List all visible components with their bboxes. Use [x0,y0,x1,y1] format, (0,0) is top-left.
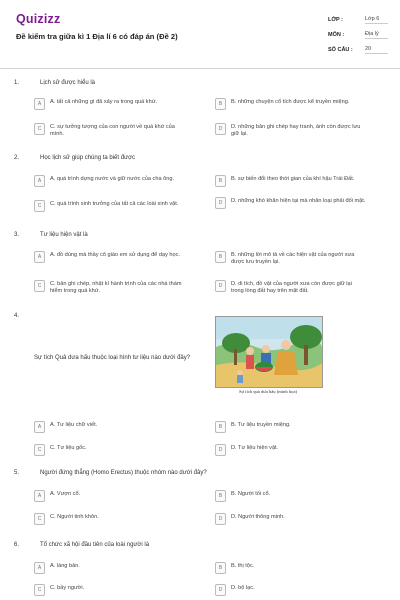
option-letter: D [215,513,226,525]
option-letter: B [215,421,226,433]
option-c[interactable] [34,513,185,525]
question-number: 2. [14,155,20,161]
option-text: B. Người tối cổ. [231,491,271,497]
option-text: C. Người tinh khôn. [50,514,99,520]
option-text: C. quá trình sinh trưởng của tất cả các loài sinh vật. [50,201,179,207]
option-letter: B [215,490,226,502]
question-number: 6. [14,542,20,548]
option-letter: A [34,175,45,187]
option-b[interactable] [215,251,366,266]
option-text: C. bản ghi chép, nhật kí hành trình của các nhà thám hiểm trong quá khứ. [50,281,182,294]
document-title: Đề kiểm tra giữa kì 1 Địa lí 6 có đáp án (Đề 2) [16,32,178,41]
option-b[interactable] [215,421,366,433]
option-c[interactable] [34,444,185,456]
quizizz-logo: Quizizz [16,12,61,26]
option-a[interactable] [34,562,185,574]
option-letter: D [215,584,226,596]
question-text: Tổ chức xã hội đầu tiên của loài người là [40,542,150,548]
option-letter: D [215,197,226,209]
option-text: B. Tư liệu truyền miệng. [231,422,291,428]
option-text: A. đồ dùng mà thầy cô giáo em sử dụng để dạy học. [50,252,180,258]
option-c[interactable] [34,123,185,138]
option-text: C. sự tưởng tượng của con người về quá khứ của mình. [50,124,175,137]
option-letter: A [34,490,45,502]
option-c[interactable] [34,584,185,596]
option-text: D. di tích, đồ vật của người xưa còn được giữ lại trong lòng đất hay trên mặt đất. [231,281,352,294]
option-letter: A [34,251,45,263]
option-letter: B [215,98,226,110]
option-letter: A [34,98,45,110]
question-number: 4. [14,313,20,319]
question-text: Tư liệu hiện vật là [40,232,88,238]
question-text: Sự tích Quả dưa hấu thuộc loại hình tư liệu nào dưới đây? [34,355,191,361]
question-6 [14,542,386,548]
option-text: D. Người thông minh. [231,514,285,520]
option-letter: C [34,444,45,456]
question-3 [14,232,386,238]
option-letter: C [34,280,45,292]
question-5 [14,470,386,476]
option-a[interactable] [34,175,185,187]
option-text: D. Tư liệu hiện vật. [231,445,279,451]
option-text: B. những chuyện cổ tích được kể truyền miệng. [231,99,350,105]
option-text: B. thị tộc. [231,563,255,569]
info-key: LỚP : [328,16,343,23]
option-b[interactable] [215,490,366,502]
option-text: A. làng bản. [50,563,80,569]
worksheet-header [0,0,400,66]
option-letter: C [34,123,45,135]
info-row-subject [328,27,388,42]
option-d[interactable] [215,197,366,209]
option-text: D. những bản ghi chép hay tranh, ảnh còn được lưu giữ lại. [231,124,361,137]
option-letter: A [34,562,45,574]
option-letter: D [215,123,226,135]
option-text: A. tất cả những gì đã xảy ra trong quá khứ. [50,99,157,105]
option-letter: A [34,421,45,433]
question-1 [14,80,386,86]
option-letter: C [34,200,45,212]
watermelon-legend-illustration [215,316,323,388]
option-text: A. Vượn cổ. [50,491,81,497]
option-letter: B [215,175,226,187]
option-a[interactable] [34,490,185,502]
info-value: Lớp 6 [365,16,388,24]
option-d[interactable] [215,123,366,138]
question-2 [14,155,386,161]
option-a[interactable] [34,98,185,110]
option-c[interactable] [34,280,185,295]
option-text: B. sự biến đổi theo thời gian của khí hậu Trái Đất. [231,176,355,182]
illustration-caption: Sự tích quả dưa hấu (minh họa) [238,389,298,394]
info-key: SỐ CÂU : [328,46,353,53]
question-4-number [14,313,386,319]
option-letter: B [215,562,226,574]
header-divider [0,68,400,69]
info-value: 20 [365,46,388,54]
option-d[interactable] [215,584,366,596]
option-d[interactable] [215,513,366,525]
question-4 [34,355,209,361]
info-row-count [328,42,388,57]
option-text: B. những lời mô tả về các hiện vật của người xưa được lưu truyền lại. [231,252,355,265]
option-text: C. Tư liệu gốc. [50,445,87,451]
option-text: C. bầy người. [50,585,85,591]
info-key: MÔN : [328,31,345,38]
option-c[interactable] [34,200,185,212]
info-row-grade [328,12,388,27]
option-letter: C [34,513,45,525]
option-text: D. bộ lạc. [231,585,255,591]
question-text: Người đứng thẳng (Homo Erectus) thuộc nhóm nào dưới đây? [40,470,207,476]
option-letter: B [215,251,226,263]
option-b[interactable] [215,98,366,110]
info-box [328,12,388,57]
option-letter: D [215,280,226,292]
option-a[interactable] [34,421,185,433]
question-number: 1. [14,80,20,86]
option-b[interactable] [215,175,366,187]
option-text: A. Tư liệu chữ viết. [50,422,98,428]
info-value: Địa lý [365,31,388,39]
option-text: D. những khó khăn hiện tại mà nhân loại phải đối mặt. [231,198,366,204]
option-letter: D [215,444,226,456]
option-d[interactable] [215,444,366,456]
option-a[interactable] [34,251,185,263]
option-d[interactable] [215,280,366,295]
option-b[interactable] [215,562,366,574]
question-text: Lịch sử được hiểu là [40,80,95,86]
question-number: 5. [14,470,20,476]
question-text: Học lịch sử giúp chúng ta biết được [40,155,136,161]
option-text: A. quá trình dựng nước và giữ nước của cha ông. [50,176,175,182]
option-letter: C [34,584,45,596]
question-number: 3. [14,232,20,238]
